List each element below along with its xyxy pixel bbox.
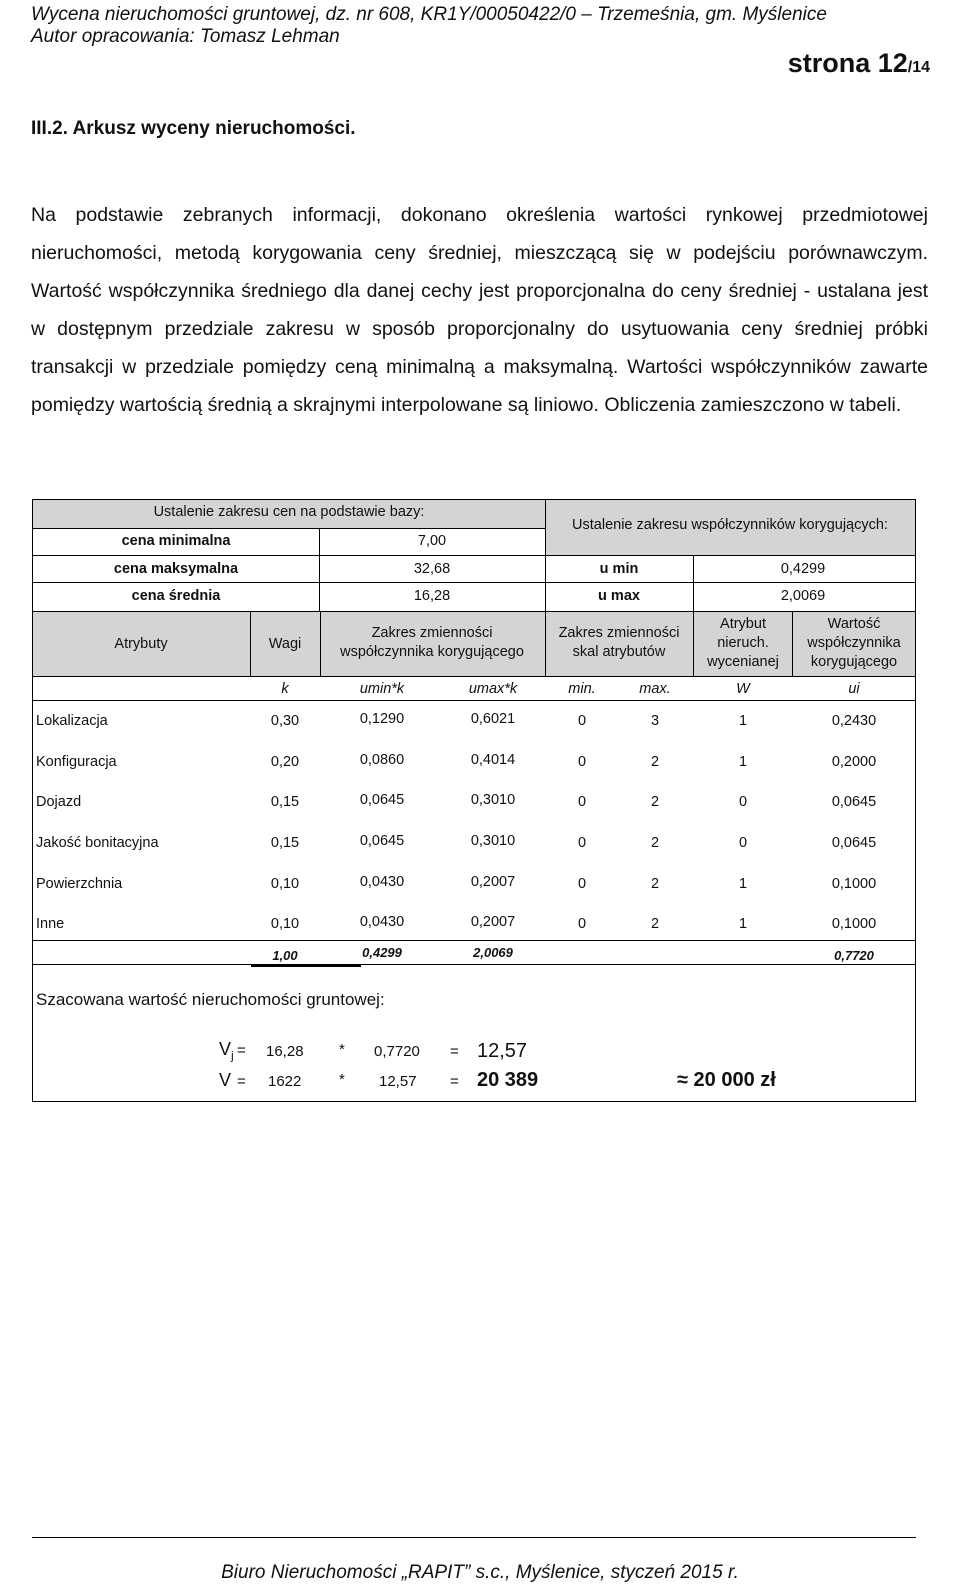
cena-sr-label: cena średnia — [131, 588, 221, 604]
rule — [915, 499, 916, 965]
page-number-current: strona 12 — [787, 48, 908, 78]
row-max: 2 — [650, 835, 660, 851]
row-max: 2 — [650, 916, 660, 932]
row-max: 2 — [650, 794, 660, 810]
v-times: * — [339, 1071, 345, 1088]
rule — [33, 582, 915, 583]
row-k: 0,20 — [270, 754, 300, 770]
row-umin: 0,0645 — [359, 792, 405, 808]
rule — [33, 555, 915, 556]
footer-rule — [32, 1537, 916, 1538]
row-k: 0,15 — [270, 794, 300, 810]
vj-symbol: $V_j$ — [219, 1039, 234, 1063]
rule — [32, 965, 33, 1102]
total-umin: 0,4299 — [362, 945, 402, 960]
col-zakres-skal-1: Zakres zmienności — [558, 625, 680, 641]
row-ui: 0,0645 — [831, 794, 877, 810]
sub-umax: umax*k — [468, 681, 518, 697]
cena-min-label: cena minimalna — [121, 533, 231, 549]
sub-ui: ui — [848, 681, 860, 697]
row-umax: 0,3010 — [470, 792, 516, 808]
rule — [33, 528, 545, 529]
row-w: 1 — [738, 754, 748, 770]
vj-times: * — [339, 1041, 345, 1058]
row-umax: 0,2007 — [470, 914, 516, 930]
price-range-title: Ustalenie zakresu cen na podstawie bazy: — [153, 504, 425, 520]
rule — [792, 612, 793, 676]
vj-eq: = — [237, 1042, 246, 1059]
rule — [33, 611, 915, 612]
sub-min: min. — [568, 681, 596, 697]
row-w: 0 — [738, 835, 748, 851]
rule — [32, 1101, 916, 1102]
rule — [545, 612, 546, 676]
col-wartosc-2: współczynnika — [807, 635, 901, 651]
umin-value: 0,4299 — [780, 561, 826, 577]
rule — [33, 700, 915, 701]
row-umax: 0,6021 — [470, 711, 516, 727]
row-umin: 0,0645 — [359, 833, 405, 849]
row-attribute: Dojazd — [36, 794, 82, 810]
rule — [915, 965, 916, 1102]
row-w: 1 — [738, 876, 748, 892]
row-ui: 0,2000 — [831, 754, 877, 770]
row-w: 0 — [738, 794, 748, 810]
row-umax: 0,3010 — [470, 833, 516, 849]
row-min: 0 — [577, 916, 587, 932]
rule — [319, 529, 320, 612]
rule — [320, 612, 321, 676]
vj-eq2: = — [450, 1043, 459, 1060]
rule — [32, 499, 33, 965]
umax-label: u max — [598, 588, 640, 604]
rule — [32, 964, 916, 965]
rule — [33, 676, 915, 677]
sub-max: max. — [639, 681, 671, 697]
row-k: 0,15 — [270, 835, 300, 851]
row-min: 0 — [577, 835, 587, 851]
footer: Biuro Nieruchomości „RAPIT” s.c., Myślenice, styczeń 2015 r. — [221, 1562, 739, 1583]
row-min: 0 — [577, 713, 587, 729]
row-ui: 0,2430 — [831, 713, 877, 729]
row-umin: 0,0430 — [359, 874, 405, 890]
sub-w: W — [736, 681, 750, 697]
sub-k: k — [281, 681, 289, 697]
col-wagi: Wagi — [268, 636, 302, 652]
row-max: 3 — [650, 713, 660, 729]
row-ui: 0,1000 — [831, 916, 877, 932]
document-header-title: Wycena nieruchomości gruntowej, dz. nr 608, KR1Y/00050422/0 – Trzemeśnia, gm. Myślenice — [31, 4, 827, 25]
v-a: 1622 — [268, 1073, 302, 1090]
result-label: Szacowana wartość nieruchomości gruntowej: — [36, 990, 385, 1009]
row-k: 0,10 — [270, 876, 300, 892]
col-zakres-wsp-2: współczynnika korygującego — [340, 644, 524, 660]
sub-umin: umin*k — [359, 681, 405, 697]
col-zakres-wsp-1: Zakres zmienności — [371, 625, 493, 641]
row-attribute: Powierzchnia — [36, 876, 123, 892]
page-number-total: /14 — [907, 59, 930, 76]
row-attribute: Lokalizacja — [36, 713, 108, 729]
document-header-author: Autor opracowania: Tomasz Lehman — [31, 26, 340, 47]
totals-underline — [251, 964, 361, 967]
v-eq2: = — [450, 1073, 459, 1090]
total-ui: 0,7720 — [834, 948, 874, 963]
row-ui: 0,0645 — [831, 835, 877, 851]
col-wartosc-3: korygującego — [810, 654, 898, 670]
v-b: 12,57 — [379, 1073, 417, 1090]
cena-max-label: cena maksymalna — [113, 561, 239, 577]
col-atrybut-1: Atrybut — [720, 616, 766, 632]
rule — [693, 612, 694, 676]
row-k: 0,30 — [270, 713, 300, 729]
total-k: 1,00 — [272, 948, 298, 963]
row-umin: 0,1290 — [359, 711, 405, 727]
rule — [32, 499, 916, 500]
row-min: 0 — [577, 794, 587, 810]
col-wartosc-1: Wartość — [827, 616, 881, 632]
cena-min-value: 7,00 — [417, 533, 447, 549]
row-k: 0,10 — [270, 916, 300, 932]
umax-value: 2,0069 — [780, 588, 826, 604]
row-umax: 0,4014 — [470, 752, 516, 768]
rule — [250, 612, 251, 676]
col-atrybut-3: wycenianej — [707, 654, 779, 670]
rule — [545, 500, 546, 612]
row-min: 0 — [577, 876, 587, 892]
col-atrybuty: Atrybuty — [114, 636, 168, 652]
row-w: 1 — [738, 713, 748, 729]
vj-result: 12,57 — [477, 1040, 528, 1062]
umin-label: u min — [599, 561, 639, 577]
col-atrybut-2: nieruch. — [717, 635, 769, 651]
rule — [693, 556, 694, 612]
vj-a: 16,28 — [266, 1043, 304, 1060]
v-result: 20 389 — [477, 1069, 539, 1091]
v-eq: = — [237, 1073, 246, 1090]
row-ui: 0,1000 — [831, 876, 877, 892]
row-min: 0 — [577, 754, 587, 770]
row-attribute: Jakość bonitacyjna — [36, 835, 159, 851]
vj-b: 0,7720 — [374, 1043, 420, 1060]
row-max: 2 — [650, 754, 660, 770]
row-attribute: Konfiguracja — [36, 754, 117, 770]
rule — [33, 940, 915, 941]
page-number — [788, 48, 930, 79]
cena-sr-value: 16,28 — [413, 588, 451, 604]
row-umin: 0,0860 — [359, 752, 405, 768]
col-zakres-skal-2: skal atrybutów — [572, 644, 666, 660]
row-max: 2 — [650, 876, 660, 892]
row-umax: 0,2007 — [470, 874, 516, 890]
row-umin: 0,0430 — [359, 914, 405, 930]
total-umax: 2,0069 — [473, 945, 513, 960]
v-approx: ≈ 20 000 zł — [677, 1069, 776, 1091]
section-title: III.2. Arkusz wyceny nieruchomości. — [31, 118, 356, 139]
intro-paragraph: Na podstawie zebranych informacji, dokonano określenia wartości rynkowej przedmiotowej nieruchomości, metodą korygowania ceny średniej, mieszczącą się w podejściu porównawczym. Wartość współczynnika średniego dla danej cechy jest proporcjonalna do ceny średniej - ustalana jest w dostępnym przedziale zakresu w sposób proporcjonalny do usytuowania ceny średniej próbki transakcji w przedziale pomiędzy ceną minimalną a maksymalną. Wartości współczynników zawarte pomiędzy wartością średnią a skrajnymi interpolowane są liniowo. Obliczenia zamieszczono w tabeli. — [31, 204, 928, 416]
cena-max-value: 32,68 — [413, 561, 451, 577]
row-attribute: Inne — [36, 916, 65, 932]
row-w: 1 — [738, 916, 748, 932]
v-symbol: V — [219, 1070, 232, 1090]
coef-range-title: Ustalenie zakresu współczynników korygujących: — [572, 517, 888, 533]
